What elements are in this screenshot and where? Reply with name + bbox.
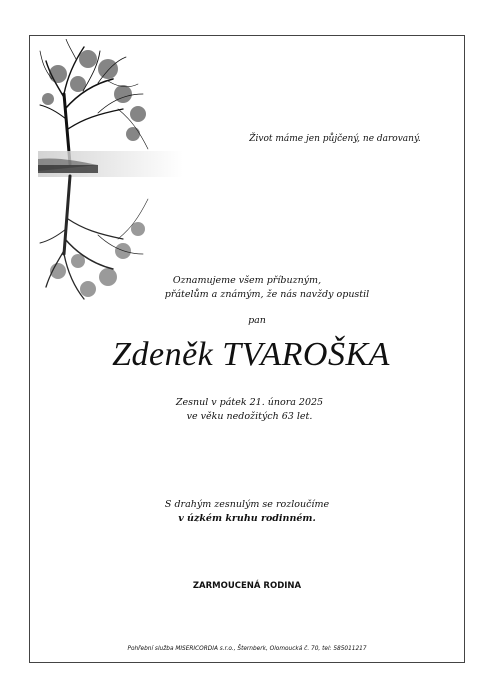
announcement-line-2: přátelům a známým, že nás navždy opustil — [164, 289, 370, 300]
tree-reflection-icon — [38, 39, 183, 301]
death-age: ve věku nedožitých 63 let. — [186, 411, 313, 422]
motto-text: Život máme jen půjčený, ne darovaný. — [249, 134, 421, 144]
announcement — [30, 274, 464, 302]
death-info — [30, 396, 464, 424]
farewell-line-2: v úzkém kruhu rodinném. — [178, 513, 316, 524]
announcement-line-1: Oznamujeme všem příbuzným, — [172, 275, 322, 286]
parte-frame — [29, 35, 465, 663]
salutation: pan — [248, 315, 266, 326]
deceased-name: Zdeněk TVAROŠKA — [112, 336, 390, 373]
family-signature: ZARMOUCENÁ RODINA — [192, 581, 302, 591]
farewell — [30, 498, 464, 526]
death-date: Zesnul v pátek 21. února 2025 — [175, 397, 324, 408]
funeral-service-footer: Pohřební služba MISERICORDIA s.r.o., Šternberk, Olomoucká č. 70, tel: 585011217 — [127, 646, 367, 652]
farewell-line-1: S drahým zesnulým se rozloučíme — [164, 499, 330, 510]
